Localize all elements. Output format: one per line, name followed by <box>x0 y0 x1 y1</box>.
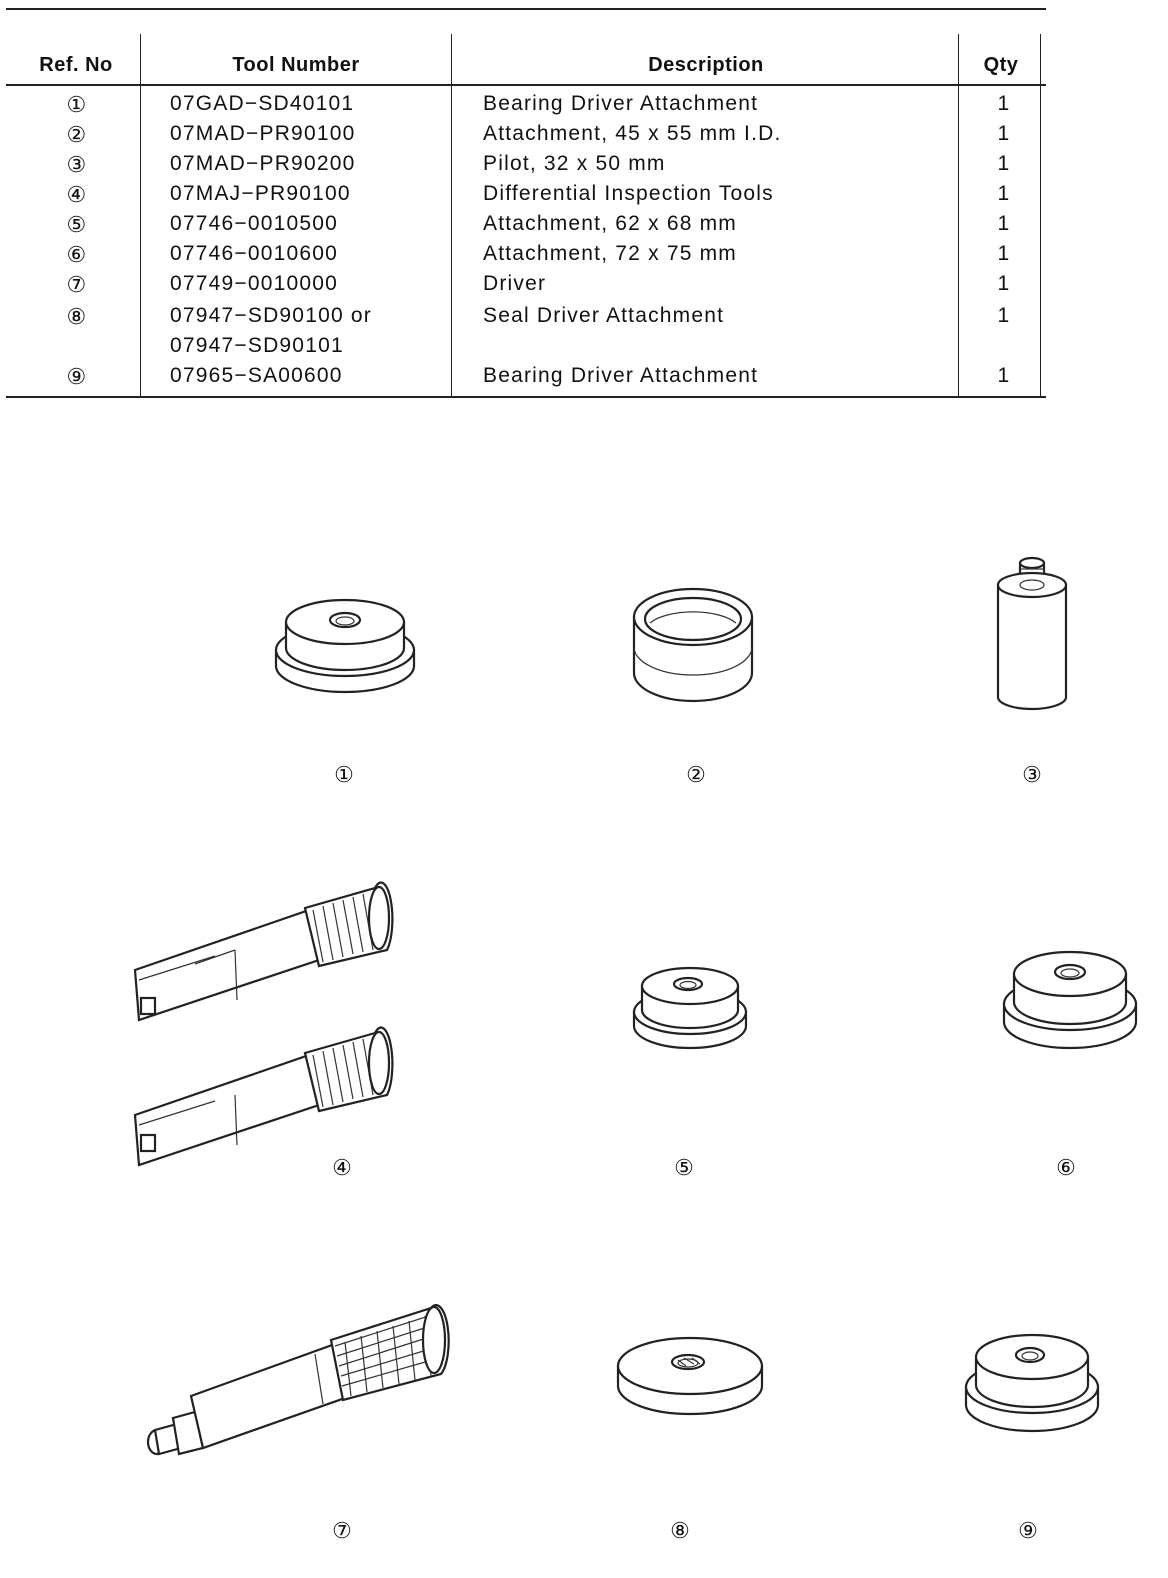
figure-label: ⑨ <box>1018 1518 1038 1543</box>
ref-no-cell: ③ <box>66 152 88 177</box>
table-row <box>6 272 1046 302</box>
driver-icon <box>135 1300 455 1465</box>
tool-number-cell: 07965−SA00600 <box>170 364 343 387</box>
table-row <box>6 242 1046 272</box>
table-header-rule <box>6 84 1046 86</box>
tool-number-cell: 07947−SD90101 <box>170 334 344 357</box>
ref-no-cell: ⑥ <box>66 242 88 267</box>
description-cell: Seal Driver Attachment <box>483 304 725 327</box>
qty-cell: 1 <box>997 272 1011 295</box>
pilot-icon <box>990 545 1075 710</box>
ref-no-cell: ⑤ <box>66 212 88 237</box>
description-cell: Bearing Driver Attachment <box>483 92 759 115</box>
attachment-72x75-icon <box>998 942 1143 1057</box>
qty-cell: 1 <box>997 242 1011 265</box>
ring-attachment-icon <box>628 585 758 710</box>
qty-cell: 1 <box>997 152 1011 175</box>
ref-no-cell: ② <box>66 122 88 147</box>
figure-label: ⑧ <box>670 1518 690 1543</box>
tool-number-cell: 07947−SD90100 or <box>170 304 372 327</box>
description-cell: Attachment, 45 x 55 mm I.D. <box>483 122 782 145</box>
table-top-rule <box>6 8 1046 10</box>
qty-cell: 1 <box>997 364 1011 387</box>
figure-label: ② <box>686 762 706 787</box>
table-row <box>6 334 1046 364</box>
table-row <box>6 182 1046 212</box>
ref-no-cell: ⑨ <box>66 364 88 389</box>
header-description: Description <box>648 54 764 76</box>
ref-no-cell: ④ <box>66 182 88 207</box>
header-qty: Qty <box>983 54 1019 76</box>
special-tools-table <box>6 8 1046 400</box>
tool-number-cell: 07746−0010600 <box>170 242 339 265</box>
tool-number-cell: 07MAD−PR90200 <box>170 152 356 175</box>
figure-label: ④ <box>332 1155 352 1180</box>
table-row <box>6 152 1046 182</box>
table-row <box>6 122 1046 152</box>
description-cell: Differential Inspection Tools <box>483 182 774 205</box>
ref-no-cell: ① <box>66 92 88 117</box>
header-ref-no: Ref. No <box>39 54 113 76</box>
table-row <box>6 212 1046 242</box>
qty-cell: 1 <box>997 304 1011 327</box>
bearing-driver-attachment-icon <box>960 1325 1105 1440</box>
ref-no-cell: ⑧ <box>66 304 88 329</box>
attachment-62x68-icon <box>628 960 753 1060</box>
description-cell: Attachment, 62 x 68 mm <box>483 212 737 235</box>
differential-inspection-tools-icon <box>125 880 395 1170</box>
bearing-driver-attachment-icon <box>270 590 420 700</box>
tool-number-cell: 07749−0010000 <box>170 272 339 295</box>
ref-no-cell: ⑦ <box>66 272 88 297</box>
figure-label: ⑥ <box>1056 1155 1076 1180</box>
figure-label: ③ <box>1022 762 1042 787</box>
figure-label: ⑦ <box>332 1518 352 1543</box>
tool-number-cell: 07MAD−PR90100 <box>170 122 356 145</box>
table-bottom-rule <box>6 396 1046 398</box>
table-row <box>6 304 1046 334</box>
description-cell: Bearing Driver Attachment <box>483 364 759 387</box>
qty-cell: 1 <box>997 92 1011 115</box>
description-cell: Pilot, 32 x 50 mm <box>483 152 666 175</box>
seal-driver-attachment-icon <box>612 1330 767 1425</box>
table-row <box>6 364 1046 394</box>
tool-number-cell: 07MAJ−PR90100 <box>170 182 351 205</box>
qty-cell: 1 <box>997 122 1011 145</box>
qty-cell: 1 <box>997 212 1011 235</box>
figure-label: ① <box>334 762 354 787</box>
qty-cell: 1 <box>997 182 1011 205</box>
description-cell: Attachment, 72 x 75 mm <box>483 242 737 265</box>
description-cell: Driver <box>483 272 547 295</box>
header-tool-number: Tool Number <box>232 54 360 76</box>
figure-label: ⑤ <box>674 1155 694 1180</box>
tool-number-cell: 07746−0010500 <box>170 212 339 235</box>
tool-number-cell: 07GAD−SD40101 <box>170 92 355 115</box>
table-row <box>6 92 1046 122</box>
